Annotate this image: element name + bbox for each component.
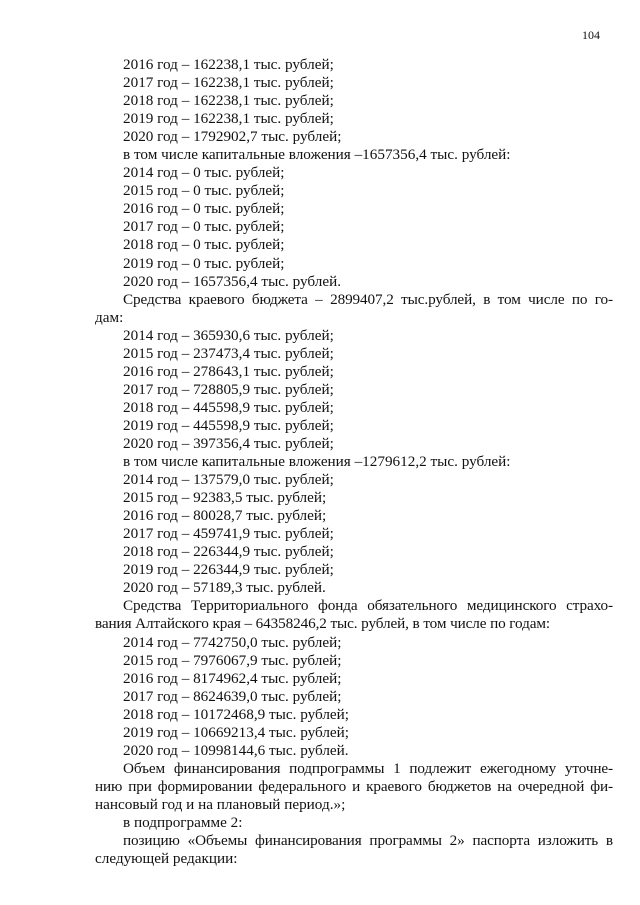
text-line: 2016 год – 0 тыс. рублей; [123, 200, 285, 218]
text-line: 2016 год – 80028,7 тыс. рублей; [123, 507, 327, 525]
paragraph-line: следующей редакции: [95, 850, 238, 868]
text-line: 2019 год – 226344,9 тыс. рублей; [123, 561, 334, 579]
text-line: 2019 год – 162238,1 тыс. рублей; [123, 110, 334, 128]
text-line: 2015 год – 0 тыс. рублей; [123, 182, 285, 200]
paragraph-line: нансовый год и на плановый период.»; [95, 795, 346, 813]
paragraph-line: дам: [95, 308, 124, 326]
paragraph-line: Средства Территориального фонда обязательного медицинского страхо- [123, 597, 613, 615]
document-body [95, 56, 613, 868]
text-line: 2020 год – 397356,4 тыс. рублей; [123, 434, 334, 452]
text-line: 2014 год – 137579,0 тыс. рублей; [123, 471, 334, 489]
text-line: 2015 год – 7976067,9 тыс. рублей; [123, 651, 342, 669]
text-line: 2020 год – 1792902,7 тыс. рублей; [123, 128, 342, 146]
text-line: 2017 год – 162238,1 тыс. рублей; [123, 74, 334, 92]
text-line: 2019 год – 0 тыс. рублей; [123, 254, 285, 272]
text-line: 2014 год – 365930,6 тыс. рублей; [123, 326, 334, 344]
text-line: 2016 год – 8174962,4 тыс. рублей; [123, 669, 342, 687]
page-number: 104 [582, 28, 600, 42]
text-line: 2018 год – 162238,1 тыс. рублей; [123, 92, 334, 110]
text-line: 2019 год – 10669213,4 тыс. рублей; [123, 723, 350, 741]
text-line: 2015 год – 92383,5 тыс. рублей; [123, 489, 327, 507]
text-line: 2014 год – 0 тыс. рублей; [123, 164, 285, 182]
paragraph-line: Объем финансирования подпрограммы 1 подлежит ежегодному уточне- [123, 759, 613, 777]
text-line: 2020 год – 57189,3 тыс. рублей. [123, 579, 326, 597]
text-line: 2017 год – 8624639,0 тыс. рублей; [123, 687, 342, 705]
text-line: в подпрограмме 2: [123, 813, 243, 831]
text-line: 2018 год – 0 тыс. рублей; [123, 236, 285, 254]
text-line: 2016 год – 162238,1 тыс. рублей; [123, 56, 334, 73]
text-line: 2018 год – 445598,9 тыс. рублей; [123, 398, 334, 416]
text-line: 2019 год – 445598,9 тыс. рублей; [123, 416, 334, 434]
text-line: 2017 год – 728805,9 тыс. рублей; [123, 380, 334, 398]
text-line: 2014 год – 7742750,0 тыс. рублей; [123, 633, 342, 651]
text-line: 2020 год – 10998144,6 тыс. рублей. [123, 741, 349, 759]
paragraph-line: нию при формировании федерального и краевого бюджетов на очередной фи- [95, 777, 613, 795]
text-line: 2015 год – 237473,4 тыс. рублей; [123, 344, 334, 362]
text-line: 2017 год – 459741,9 тыс. рублей; [123, 525, 334, 543]
text-line: 2018 год – 10172468,9 тыс. рублей; [123, 705, 350, 723]
text-line: в том числе капитальные вложения –1657356,4 тыс. рублей: [123, 146, 511, 164]
text-line: 2016 год – 278643,1 тыс. рублей; [123, 362, 334, 380]
paragraph-line: вания Алтайского края – 64358246,2 тыс. рублей, в том числе по годам: [95, 615, 551, 633]
text-line: в том числе капитальные вложения –1279612,2 тыс. рублей: [123, 453, 511, 471]
text-line: 2017 год – 0 тыс. рублей; [123, 218, 285, 236]
paragraph-line: Средства краевого бюджета – 2899407,2 тыс.рублей, в том числе по го- [123, 290, 613, 308]
text-line: 2020 год – 1657356,4 тыс. рублей. [123, 272, 341, 290]
text-line: 2018 год – 226344,9 тыс. рублей; [123, 543, 334, 561]
paragraph-line: позицию «Объемы финансирования программы 2» паспорта изложить в [123, 832, 613, 850]
